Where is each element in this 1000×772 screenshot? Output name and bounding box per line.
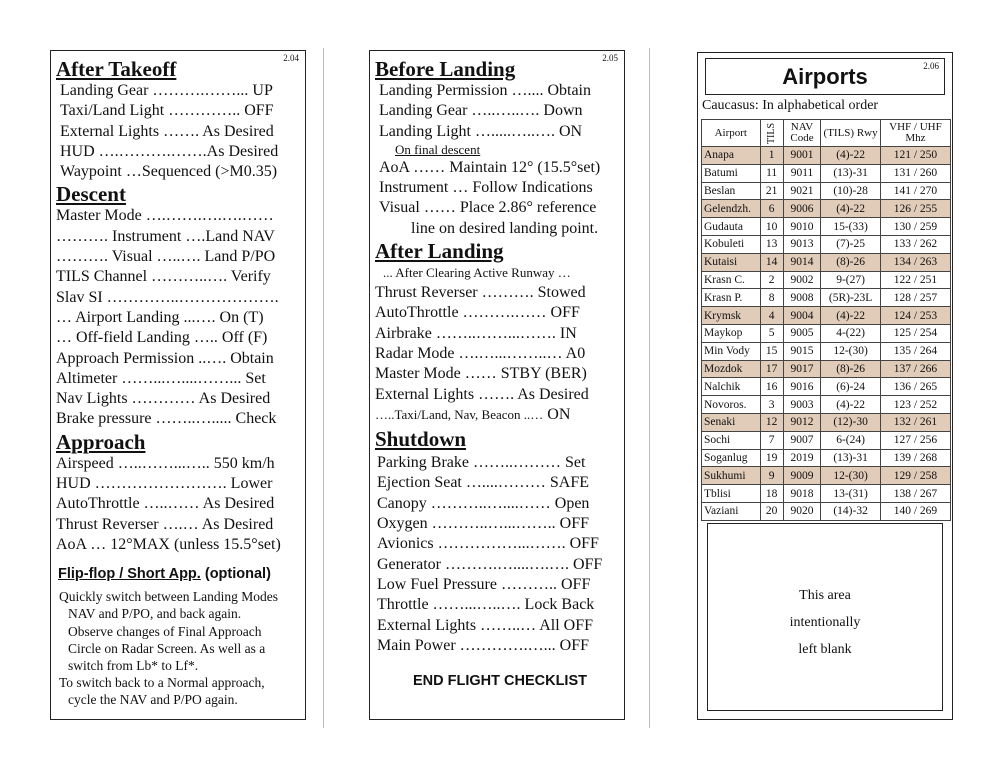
airport-cell: Vaziani (702, 502, 761, 520)
freq-cell: 140 / 269 (880, 502, 950, 520)
checklist-item: AutoThrottle ……….…… OFF (375, 304, 580, 322)
freq-cell: 121 / 250 (880, 147, 950, 165)
airport-cell: Anapa (702, 147, 761, 165)
checklist-item: Waypoint …Sequenced (>M0.35) (60, 163, 278, 181)
checklist-item: HUD ……………………. Lower (56, 475, 273, 493)
nav-code-cell: 9012 (783, 413, 821, 431)
freq-cell: 141 / 270 (880, 182, 950, 200)
airport-cell: Krasn P. (702, 289, 761, 307)
tils-cell: 10 (760, 218, 783, 236)
checklist-item: Thrust Reverser ….… As Desired (56, 515, 274, 533)
airport-cell: Min Vody (702, 342, 761, 360)
tils-cell: 4 (760, 307, 783, 325)
rwy-cell: (12)-30 (821, 413, 881, 431)
table-row (702, 182, 951, 200)
taxi-lights-label: …..Taxi/Land, Nav, Beacon ..… (375, 406, 544, 422)
tils-cell: 12 (760, 413, 783, 431)
blank-area-text: This area intentionally left blank (789, 588, 861, 657)
airport-cell: Krasn C. (702, 271, 761, 289)
nav-code-cell: 9006 (783, 200, 821, 218)
shutdown-list (375, 453, 625, 656)
before-landing-list (375, 81, 625, 239)
checklist-item: AoA …… Maintain 12° (15.5°set) (379, 158, 601, 176)
rwy-cell: (4)-22 (821, 396, 881, 414)
table-row (702, 235, 951, 253)
rwy-cell: 6-(24) (821, 431, 881, 449)
flipflop-notes (56, 588, 306, 708)
tils-cell: 6 (760, 200, 783, 218)
checklist-card-2-04 (50, 50, 306, 720)
rwy-cell: (6)-24 (821, 378, 881, 396)
rwy-cell: 4-(22) (821, 324, 881, 342)
airport-cell: Kutaisi (702, 253, 761, 271)
table-row (702, 502, 951, 520)
table-row (702, 289, 951, 307)
nav-code-cell: 9017 (783, 360, 821, 378)
table-row (702, 360, 951, 378)
nav-code-cell: 9018 (783, 485, 821, 503)
checklist-item: Nav Lights ………… As Desired (56, 390, 271, 408)
nav-code-cell: 9008 (783, 289, 821, 307)
freq-cell: 139 / 268 (880, 449, 950, 467)
checklist-item: Altimeter ……...…....……... Set (56, 369, 266, 387)
before-landing-heading: Before Landing (375, 57, 516, 81)
rwy-cell: 12-(30) (821, 467, 881, 485)
checklist-item: AoA … 12°MAX (unless 15.5°set) (56, 535, 281, 553)
nav-code-cell: 9021 (783, 182, 821, 200)
checklist-item: TILS Channel ………..…. Verify (56, 268, 271, 286)
after-landing-list (375, 265, 625, 425)
tils-cell: 14 (760, 253, 783, 271)
freq-cell: 131 / 260 (880, 164, 950, 182)
col-header-rwy: (TILS) Rwy (821, 120, 881, 147)
nav-code-cell: 9015 (783, 342, 821, 360)
descent-list (56, 206, 306, 429)
note-line: Quickly switch between Landing Modes (59, 589, 278, 605)
checklist-item: External Lights ……. As Desired (60, 122, 274, 140)
card-divider (323, 48, 324, 728)
table-row (702, 396, 951, 414)
checklist-item: Parking Brake ……..……… Set (377, 454, 586, 472)
tils-cell: 20 (760, 502, 783, 520)
checklist-item: Airspeed …..……...….. 550 km/h (56, 454, 275, 472)
rwy-cell: (7)-25 (821, 235, 881, 253)
nav-code-cell: 9004 (783, 307, 821, 325)
freq-cell: 128 / 257 (880, 289, 950, 307)
checklist-item: Approach Permission ..…. Obtain (56, 349, 274, 367)
checklist-item: … Airport Landing ...…. On (T) (56, 308, 264, 326)
card-divider (649, 48, 650, 728)
after-landing-heading: After Landing (375, 239, 504, 264)
tils-cell: 5 (760, 324, 783, 342)
checklist-item: … Off-field Landing ….. Off (F) (56, 329, 268, 347)
tils-cell: 18 (760, 485, 783, 503)
end-flight-checklist: END FLIGHT CHECKLIST (413, 673, 587, 690)
rwy-cell: (4)-22 (821, 200, 881, 218)
checklist-item: line on desired landing point. (411, 219, 599, 237)
tils-cell: 1 (760, 147, 783, 165)
checklist-item: Main Power ………….…... OFF (377, 636, 590, 654)
table-row (702, 485, 951, 503)
freq-cell: 136 / 265 (880, 378, 950, 396)
checklist-item: Master Mode …… STBY (BER) (375, 365, 587, 383)
nav-code-cell: 9014 (783, 253, 821, 271)
flipflop-title: Flip-flop / Short App. (58, 566, 201, 583)
checklist-item: Landing Gear …..…..…. Down (379, 102, 583, 120)
table-row (702, 147, 951, 165)
checklist-item: Generator ……….…....….…. OFF (377, 555, 603, 573)
col-header-freq: VHF / UHF Mhz (880, 120, 950, 147)
checklist-item: Landing Light ….....…..…. ON (379, 122, 583, 140)
rwy-cell: 12-(30) (821, 342, 881, 360)
checklist-item: Ejection Seat …....……… SAFE (377, 474, 589, 492)
freq-cell: 125 / 254 (880, 324, 950, 342)
table-row (702, 324, 951, 342)
approach-heading: Approach (56, 429, 146, 454)
freq-cell: 138 / 267 (880, 485, 950, 503)
page-number: 2.06 (923, 61, 939, 71)
freq-cell: 133 / 262 (880, 235, 950, 253)
page-number: 2.05 (602, 53, 618, 63)
table-row (702, 342, 951, 360)
checklist-item: Instrument … Follow Indications (379, 179, 593, 197)
tils-cell: 16 (760, 378, 783, 396)
tils-cell: 11 (760, 164, 783, 182)
rwy-cell: (8)-26 (821, 360, 881, 378)
table-row (702, 271, 951, 289)
freq-cell: 129 / 258 (880, 467, 950, 485)
tils-cell: 13 (760, 235, 783, 253)
final-descent-subheading: On final descent (395, 141, 481, 157)
checklist-item: Landing Permission ….... Obtain (379, 82, 591, 99)
blank-area-box (707, 523, 943, 711)
tils-cell: 7 (760, 431, 783, 449)
airport-cell: Tblisi (702, 485, 761, 503)
tils-cell: 17 (760, 360, 783, 378)
checklist-item: HUD ….……….…….As Desired (60, 142, 279, 160)
checklist-item: ………. Instrument ….Land NAV (56, 227, 275, 245)
note-line: switch from Lb* to Lf*. (68, 658, 199, 674)
airport-cell: Gudauta (702, 218, 761, 236)
airports-table (701, 119, 951, 521)
airport-cell: Kobuleti (702, 235, 761, 253)
nav-code-cell: 9001 (783, 147, 821, 165)
col-header-airport: Airport (702, 120, 761, 147)
descent-heading: Descent (56, 182, 126, 207)
airports-subtitle: Caucasus: In alphabetical order (702, 98, 879, 113)
checklist-item: Slav SI …………..………………. (56, 288, 279, 306)
checklist-item: ………. Visual …..…. Land P/PO (56, 248, 276, 266)
airport-cell: Beslan (702, 182, 761, 200)
rwy-cell: 15-(33) (821, 218, 881, 236)
table-row (702, 164, 951, 182)
checklist-item: Radar Mode ….…...……..… A0 (375, 344, 586, 362)
rwy-cell: (5R)-23L (821, 289, 881, 307)
freq-cell: 135 / 264 (880, 342, 950, 360)
checklist-item (375, 405, 625, 425)
rwy-cell: 9-(27) (821, 271, 881, 289)
note-line: To switch back to a Normal approach, (59, 675, 265, 691)
col-header-nav-code: NAV Code (783, 120, 821, 147)
nav-code-cell: 9011 (783, 164, 821, 182)
freq-cell: 123 / 252 (880, 396, 950, 414)
airport-cell: Gelendzh. (702, 200, 761, 218)
checklist-item: Landing Gear ……….……... UP (60, 82, 273, 99)
tils-cell: 3 (760, 396, 783, 414)
table-row (702, 431, 951, 449)
note-line: Observe changes of Final Approach (68, 623, 262, 639)
checklist-item: External Lights ……..… All OFF (377, 616, 593, 634)
nav-code-cell: 9009 (783, 467, 821, 485)
table-row (702, 467, 951, 485)
freq-cell: 126 / 255 (880, 200, 950, 218)
checklist-item: AutoThrottle …..…… As Desired (56, 495, 275, 513)
tils-cell: 8 (760, 289, 783, 307)
rwy-cell: (13)-31 (821, 164, 881, 182)
rwy-cell: (4)-22 (821, 307, 881, 325)
note-line: cycle the NAV and P/PO again. (68, 692, 238, 708)
airport-cell: Krymsk (702, 307, 761, 325)
nav-code-cell: 9016 (783, 378, 821, 396)
checklist-item: Oxygen ………..…...…….. OFF (377, 515, 590, 533)
taxi-lights-value: ON (547, 405, 571, 423)
freq-cell: 130 / 259 (880, 218, 950, 236)
nav-code-cell: 9005 (783, 324, 821, 342)
nav-code-cell: 9003 (783, 396, 821, 414)
after-takeoff-heading: After Takeoff (56, 57, 177, 81)
freq-cell: 127 / 256 (880, 431, 950, 449)
checklist-item: External Lights ……. As Desired (375, 385, 589, 403)
flipflop-heading (56, 564, 306, 584)
checklist-card-2-05 (369, 50, 625, 720)
table-row (702, 253, 951, 271)
airport-cell: Soganlug (702, 449, 761, 467)
col-header-tils: TILS (760, 120, 783, 147)
after-takeoff-list (56, 81, 306, 182)
airport-cell: Novoros. (702, 396, 761, 414)
airports-card-2-06 (697, 52, 953, 720)
shutdown-heading: Shutdown (375, 427, 467, 452)
airport-cell: Senaki (702, 413, 761, 431)
checklist-item: Thrust Reverser ………. Stowed (375, 284, 586, 302)
checklist-item: Airbrake ……..……...……. IN (375, 324, 577, 342)
nav-code-cell: 9010 (783, 218, 821, 236)
table-row (702, 449, 951, 467)
freq-cell: 132 / 261 (880, 413, 950, 431)
nav-code-cell: 2019 (783, 449, 821, 467)
checklist-item: Canopy ………..…....…… Open (377, 494, 590, 512)
airport-cell: Sochi (702, 431, 761, 449)
note-line: Circle on Radar Screen. As well as a (68, 640, 266, 656)
checklist-item: Throttle ……...…..…. Lock Back (377, 596, 595, 614)
table-header-row (702, 120, 951, 147)
nav-code-cell: 9013 (783, 235, 821, 253)
page-number: 2.04 (283, 53, 299, 63)
rwy-cell: (4)-22 (821, 147, 881, 165)
note-line: NAV and P/PO, and back again. (68, 606, 242, 622)
table-row (702, 378, 951, 396)
checklist-item: Visual …… Place 2.86° reference (379, 199, 597, 217)
checklist-item: Brake pressure ……..…..... Check (56, 410, 277, 428)
checklist-item: Master Mode ….…….….….…… (56, 207, 274, 225)
checklist-column (375, 57, 625, 691)
freq-cell: 122 / 251 (880, 271, 950, 289)
tils-cell: 21 (760, 182, 783, 200)
freq-cell: 124 / 253 (880, 307, 950, 325)
rwy-cell: (10)-28 (821, 182, 881, 200)
table-row (702, 200, 951, 218)
checklist-item: Avionics ……………...……. OFF (377, 535, 599, 553)
approach-list (56, 454, 306, 555)
freq-cell: 137 / 266 (880, 360, 950, 378)
airports-title-box (705, 58, 945, 95)
nav-code-cell: 9002 (783, 271, 821, 289)
airport-cell: Sukhumi (702, 467, 761, 485)
rwy-cell: (13)-31 (821, 449, 881, 467)
nav-code-cell: 9007 (783, 431, 821, 449)
airport-cell: Maykop (702, 324, 761, 342)
rwy-cell: (8)-26 (821, 253, 881, 271)
table-row (702, 307, 951, 325)
tils-cell: 19 (760, 449, 783, 467)
airports-title: Airports (782, 64, 868, 89)
tils-cell: 15 (760, 342, 783, 360)
tils-cell: 2 (760, 271, 783, 289)
airport-cell: Batumi (702, 164, 761, 182)
rwy-cell: 13-(31) (821, 485, 881, 503)
airport-cell: Mozdok (702, 360, 761, 378)
table-row (702, 218, 951, 236)
rwy-cell: (14)-32 (821, 502, 881, 520)
table-row (702, 413, 951, 431)
checklist-column (56, 57, 306, 709)
tils-cell: 9 (760, 467, 783, 485)
freq-cell: 134 / 263 (880, 253, 950, 271)
nav-code-cell: 9020 (783, 502, 821, 520)
flipflop-optional: (optional) (204, 566, 271, 583)
airport-cell: Nalchik (702, 378, 761, 396)
checklist-item: Low Fuel Pressure ……….. OFF (377, 575, 591, 593)
after-landing-subheading: ... After Clearing Active Runway … (383, 265, 571, 281)
checklist-item: Taxi/Land Light ………….. OFF (60, 102, 274, 120)
